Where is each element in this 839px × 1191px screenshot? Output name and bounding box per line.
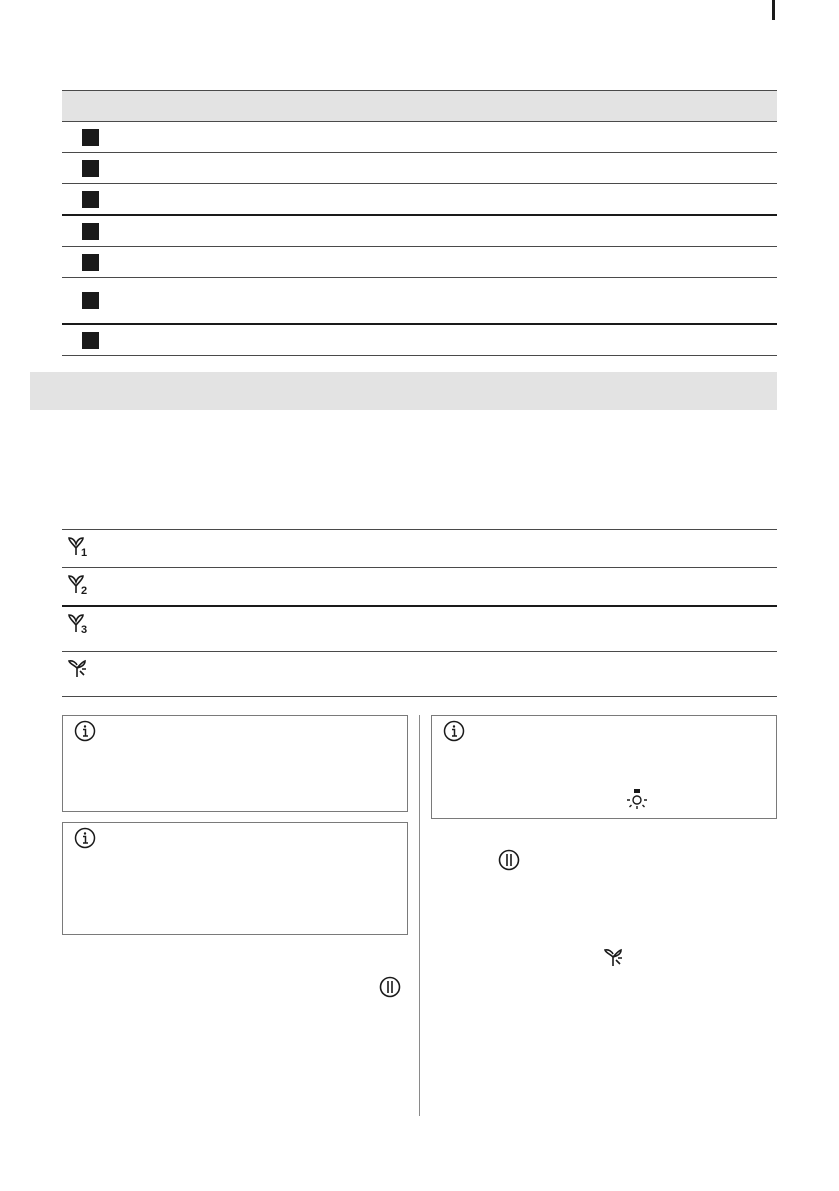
column-divider (419, 715, 420, 1116)
black-square-icon (82, 223, 99, 240)
controls-table (62, 90, 777, 356)
info-box (62, 822, 408, 935)
fan-speed-2-icon (66, 573, 94, 595)
table-row (62, 278, 777, 325)
fan-speed-3-icon (66, 612, 94, 634)
info-box (62, 715, 408, 812)
table-row (62, 247, 777, 278)
page-edge-mark (772, 0, 775, 20)
section-heading-band (30, 372, 777, 410)
table-row (62, 325, 777, 356)
info-icon (74, 720, 96, 742)
table-row (62, 184, 777, 216)
table-header (62, 90, 777, 122)
fan-speed-table (62, 529, 777, 697)
info-box (431, 715, 777, 819)
black-square-icon (82, 292, 99, 309)
black-square-icon (82, 129, 99, 146)
info-icon (443, 720, 465, 742)
fan-level-label: 3 (81, 624, 88, 634)
table-row (62, 216, 777, 247)
table-row (62, 530, 777, 568)
table-row (62, 568, 777, 607)
black-square-icon (82, 332, 99, 349)
fan-boost-icon (603, 946, 627, 968)
fan-level-label: 2 (81, 585, 88, 595)
black-square-icon (82, 254, 99, 271)
power-icon (378, 975, 402, 999)
fan-speed-1-icon (66, 535, 94, 557)
black-square-icon (82, 191, 99, 208)
fan-level-label: 1 (81, 547, 88, 557)
table-row (62, 607, 777, 652)
fan-boost-icon (66, 657, 94, 679)
power-icon (497, 848, 521, 872)
black-square-icon (82, 160, 99, 177)
info-icon (74, 827, 96, 849)
table-row (62, 652, 777, 697)
table-row (62, 153, 777, 184)
light-icon (626, 788, 648, 812)
table-row (62, 122, 777, 153)
